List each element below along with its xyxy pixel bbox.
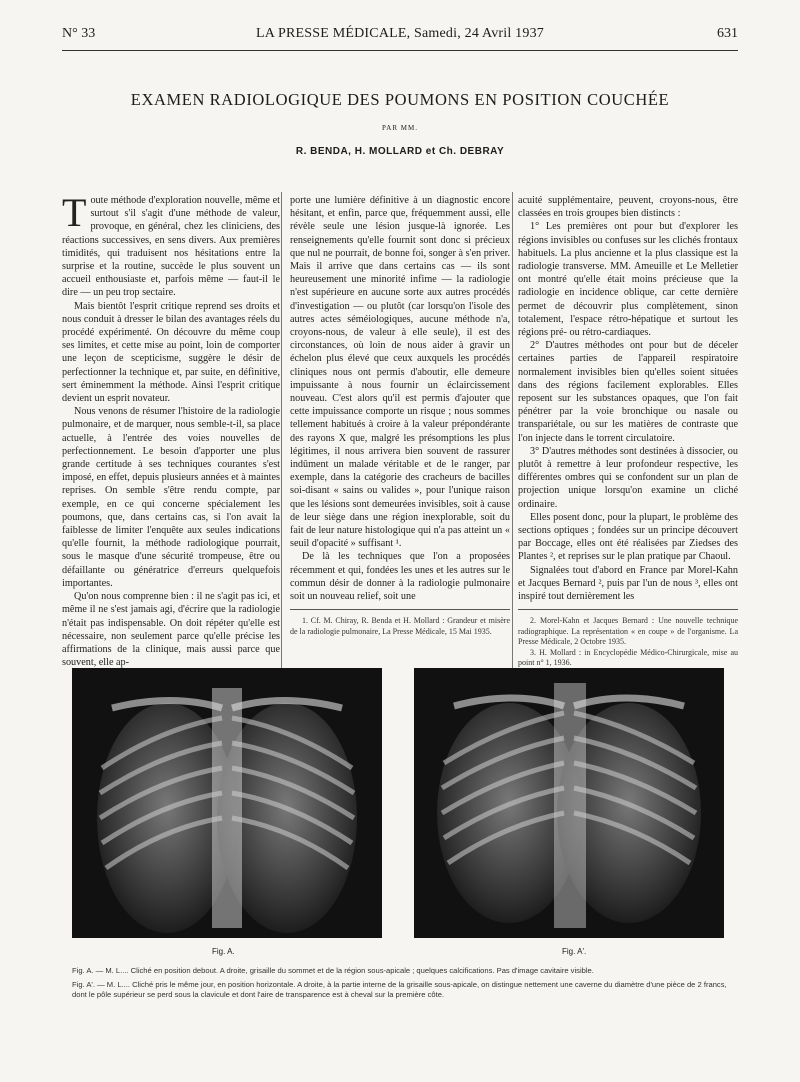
text-column-3 [518, 194, 738, 669]
article-title: EXAMEN RADIOLOGIQUE DES POUMONS EN POSITION COUCHÉE [130, 90, 670, 109]
drop-cap: T [62, 190, 87, 235]
paragraph: Qu'on nous comprenne bien : il ne s'agit pas ici, et même il ne s'est jamais agi, d'écrire que la radiologie n'était pas indispensable. On doit répéter qu'elle est nécessaire, non seulement parce qu'elle précise les affirmations de la clinique, mais aussi parce que souvent, elle ap- [62, 591, 280, 669]
paragraph: 3° D'autres méthodes sont destinées à dissocier, ou plutôt à remettre à leur profondeur respective, les différentes ombres qui se confondent sur un plan de projection unique lorsqu'on examine un cliché ordinaire. [518, 445, 738, 510]
paragraph: 1° Les premières ont pour but d'explorer les régions invisibles ou confuses sur les clichés frontaux habituels. La plus ancienne et la plus classique est la radiologie transverse. MM. Ameuille et Le Melletier ont montré qu'elle était moins précieuse que la radiologie en incidence oblique, car cette dernière permet de découvrir plus complètement, sinon totalement, l'espace rétro-hépatique et surtout les régions pré- ou rétro-cardiaques. [518, 221, 738, 339]
figure-caption-a-prime: Fig. A'. — M. L.... Cliché pris le même jour, en position horizontale. A droite, à la partie interne de la grisaille sous-apicale, on distingue nettement une caverne du diamètre d'une pièce de 2 francs, dont le pôle supérieur se perd sous la clavicule et dont l'aire de transparence est à cheval sur la première côte. [72, 980, 727, 999]
paragraph: De là les techniques que l'on a proposées récemment et qui, fondées les unes et les autres sur le commun désir de donner à la radiologie pulmonaire soit un nouveau relief, soit une [290, 551, 510, 603]
header-rule [62, 50, 738, 51]
chest-xray-image [72, 668, 382, 938]
paragraph: Signalées tout d'abord en France par Morel-Kahn et Jacques Bernard ², puis par l'un de nous ³, elles ont inspiré tout dernièrement les [518, 564, 738, 603]
paragraph: acuité supplémentaire, peuvent, croyons-nous, être classées en trois groupes bien distincts : [518, 195, 738, 220]
figure-label-a-prime: Fig. A'. [562, 947, 587, 956]
text-column-1 [62, 190, 280, 669]
journal-title: LA PRESSE MÉDICALE, Samedi, 24 Avril 1937 [256, 26, 544, 41]
figure-caption-a: Fig. A. — M. L.... Cliché en position debout. A droite, grisaille du sommet et de la région sous-apicale ; quelques calcifications. Pas d'image cavitaire visible. [72, 966, 594, 975]
paragraph: Nous venons de résumer l'histoire de la radiologie pulmonaire, et de marquer, nous semble-t-il, sa place actuelle, à l'entrée des voies nouvelles de perfectionnement. Le besoin d'apporter une plus grande certitude à ses techniques courantes s'est imposé, en effet, depuis plusieurs années et à maintes reprises. On semble s'être rendu compte, par exemple, en ce qui concerne spécialement les poumons, que, dans certains cas, si l'on avait la faiblesse de limiter l'enquête aux seules indications qu'elle fournit, la méthode radiologique pourrait, sous le masque d'une sécurité trompeuse, être ou défaillante ou génératrice d'erreurs quelquefois importantes. [62, 406, 280, 589]
footnote: 2. Morel-Kahn et Jacques Bernard : Une nouvelle technique radiographique. La représentation « en coupe » de l'organisme. La Presse Médicale, 2 Octobre 1935. [518, 616, 738, 647]
page-number: 631 [717, 26, 738, 41]
par-label: PAR MM. [382, 124, 418, 132]
footnote-rule [518, 609, 738, 610]
article-authors: R. BENDA, H. MOLLARD et Ch. DEBRAY [295, 146, 505, 157]
chest-xray-image [414, 668, 724, 938]
footnote: 3. H. Mollard : in Encyclopédie Médico-Chirurgicale, mise au point n° 1, 1936. [518, 647, 738, 668]
figure-label-a: Fig. A. [212, 947, 235, 956]
running-header [62, 26, 738, 48]
text-column-2 [290, 194, 510, 637]
paragraph: Elles posent donc, pour la plupart, le problème des sections optiques ; fondées sur un principe découvert par Boccage, elles ont été réalisées par Ziedses des Plantes ², et reprises sur le plan pratique par Chaoul. [518, 511, 738, 563]
paragraph: 2° D'autres méthodes ont pour but de déceler certaines parties de l'appareil respiratoire normalement invisibles bien qu'elles soient situées dans des régions facilement explorables. Elles reposent sur les substances opaques, que l'on fait pénétrer par la voie bronchique ou nasale ou transpariétale, ou sur les matières de contraste que l'on injecte dans le torrent circulatoire. [518, 340, 738, 444]
issue-number: N° 33 [62, 26, 96, 41]
footnote-rule [290, 609, 510, 610]
paragraph: Mais bientôt l'esprit critique reprend ses droits et nous conduit à dresser le bilan des avantages réels du procédé expérimenté. On découvre du même coup ses limites, et cette mise au point, loin de comporter une leçon de scepticisme, suggère le désir de perfectionner la technique et, par suite, en définitive, sert éminemment la méthode. Ainsi l'esprit critique devient un esprit novateur. [62, 300, 280, 405]
footnote: 1. Cf. M. Chiray, R. Benda et H. Mollard : Grandeur et misère de la radiologie pulmonaire, La Presse Médicale, 15 Mai 1935. [290, 616, 510, 636]
radiograph-figure-a [72, 668, 382, 938]
radiograph-figure-a-prime [414, 668, 724, 938]
paragraph: porte une lumière définitive à un diagnostic encore hésitant, et enfin, parce que, fréquemment aussi, elle révèle seule une lésion jusque-là ignorée. Les renseignements qu'elle fournit sont donc si précieux que nul ne pourrait, de bonne foi, songer à s'en priver. Mais il arrive que dans certains cas — ils sont heureusement une minorité infime — la radiologie n'est supérieure en aucune sorte aux autres procédés d'investigation — ou plutôt (car lorsqu'on l'isole des autres actes séméiologiques, aucune méthode n'a, croyons-nous, de valeur à elle seule), il est des circonstances, où loin de nous aider à gravir un échelon plus élevé que ceux auxquels les procédés cliniques nous ont permis d'aboutir, elle demeure impuissante à nous fournir un éclaircissement nouveau. C'est alors qu'il est permis d'ajouter que cette impuissance comporte un risque ; nous sommes tellement habitués à croire à la valeur prépondérante des rayons X que, malgré les présomptions les plus légitimes, il nous arrivera bien souvent de rassurer indûment un malade véritable et de le ranger, par exemple, dans la catégorie des cracheurs de bacilles soi-disant « sains ou valides », pour l'unique raison que les lésions sont demeurées invisibles, soit à cause de leur siège dans une région inexplorable, soit du fait de leur nature histologique qui n'a pas atteint un « seuil d'opacité » suffisant ¹. [290, 195, 510, 550]
paragraph: Toute méthode d'exploration nouvelle, même et surtout s'il s'agit d'une méthode de valeur, provoque, en général, chez les cliniciens, des réactions successives, en sens divers. Aux premières timidités, qui traduisent nos hésitations entre la surprise et la routine, succède le plus souvent un accueil enthousiaste et, parfois même — faut-il le dire — un peu trop sectaire. [62, 190, 280, 299]
